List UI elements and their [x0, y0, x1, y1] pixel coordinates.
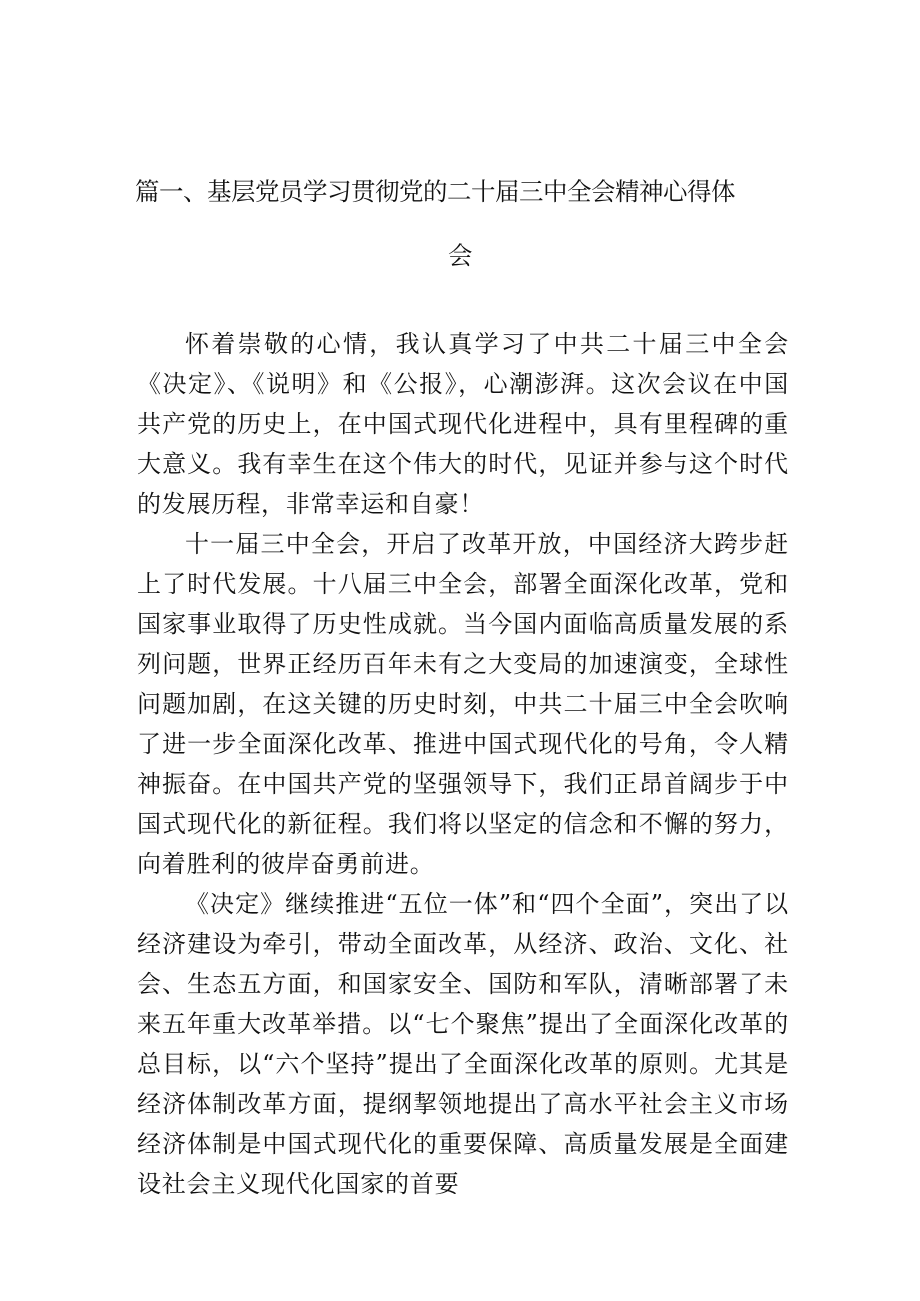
title-line-2: 会 [448, 241, 472, 270]
paragraph-1: 怀着崇敬的心情，我认真学习了中共二十届三中全会《决定》、《说明》和《公报》，心潮澎湃。这次会议在中国共产党的历史上，在中国式现代化进程中，具有里程碑的重大意义。我有幸生在这个伟大的时代，见证并参与这个时代的发展历程，非常幸运和自豪！ [137, 330, 789, 518]
document-body [137, 324, 789, 1204]
paragraph-2: 十一届三中全会，开启了改革开放，中国经济大跨步赶上了时代发展。十八届三中全会，部署全面深化改革，党和国家事业取得了历史性成就。当今国内面临高质量发展的系列问题，世界正经历百年未有之大变局的加速演变，全球性问题加剧，在这关键的历史时刻，中共二十届三中全会吹响了进一步全面深化改革、推进中国式现代化的号角，令人精神振奋。在中国共产党的坚强领导下，我们正昂首阔步于中国式现代化的新征程。我们将以坚定的信念和不懈的努力，向着胜利的彼岸奋勇前进。 [137, 530, 789, 878]
paragraph-3: 《决定》继续推进“五位一体”和“四个全面”，突出了以经济建设为牵引，带动全面改革，从经济、政治、文化、社会、生态五方面，和国家安全、国防和军队，清晰部署了未来五年重大改革举措。以“七个聚焦”提出了全面深化改革的总目标，以“六个坚持”提出了全面深化改革的原则。尤其是经济体制改革方面，提纲挈领地提出了高水平社会主义市场经济体制是中国式现代化的重要保障、高质量发展是全面建设社会主义现代化国家的首要 [137, 890, 789, 1198]
document-title [135, 170, 785, 278]
title-line-1: 篇一、基层党员学习贯彻党的二十届三中全会精神心得体 [135, 177, 735, 206]
